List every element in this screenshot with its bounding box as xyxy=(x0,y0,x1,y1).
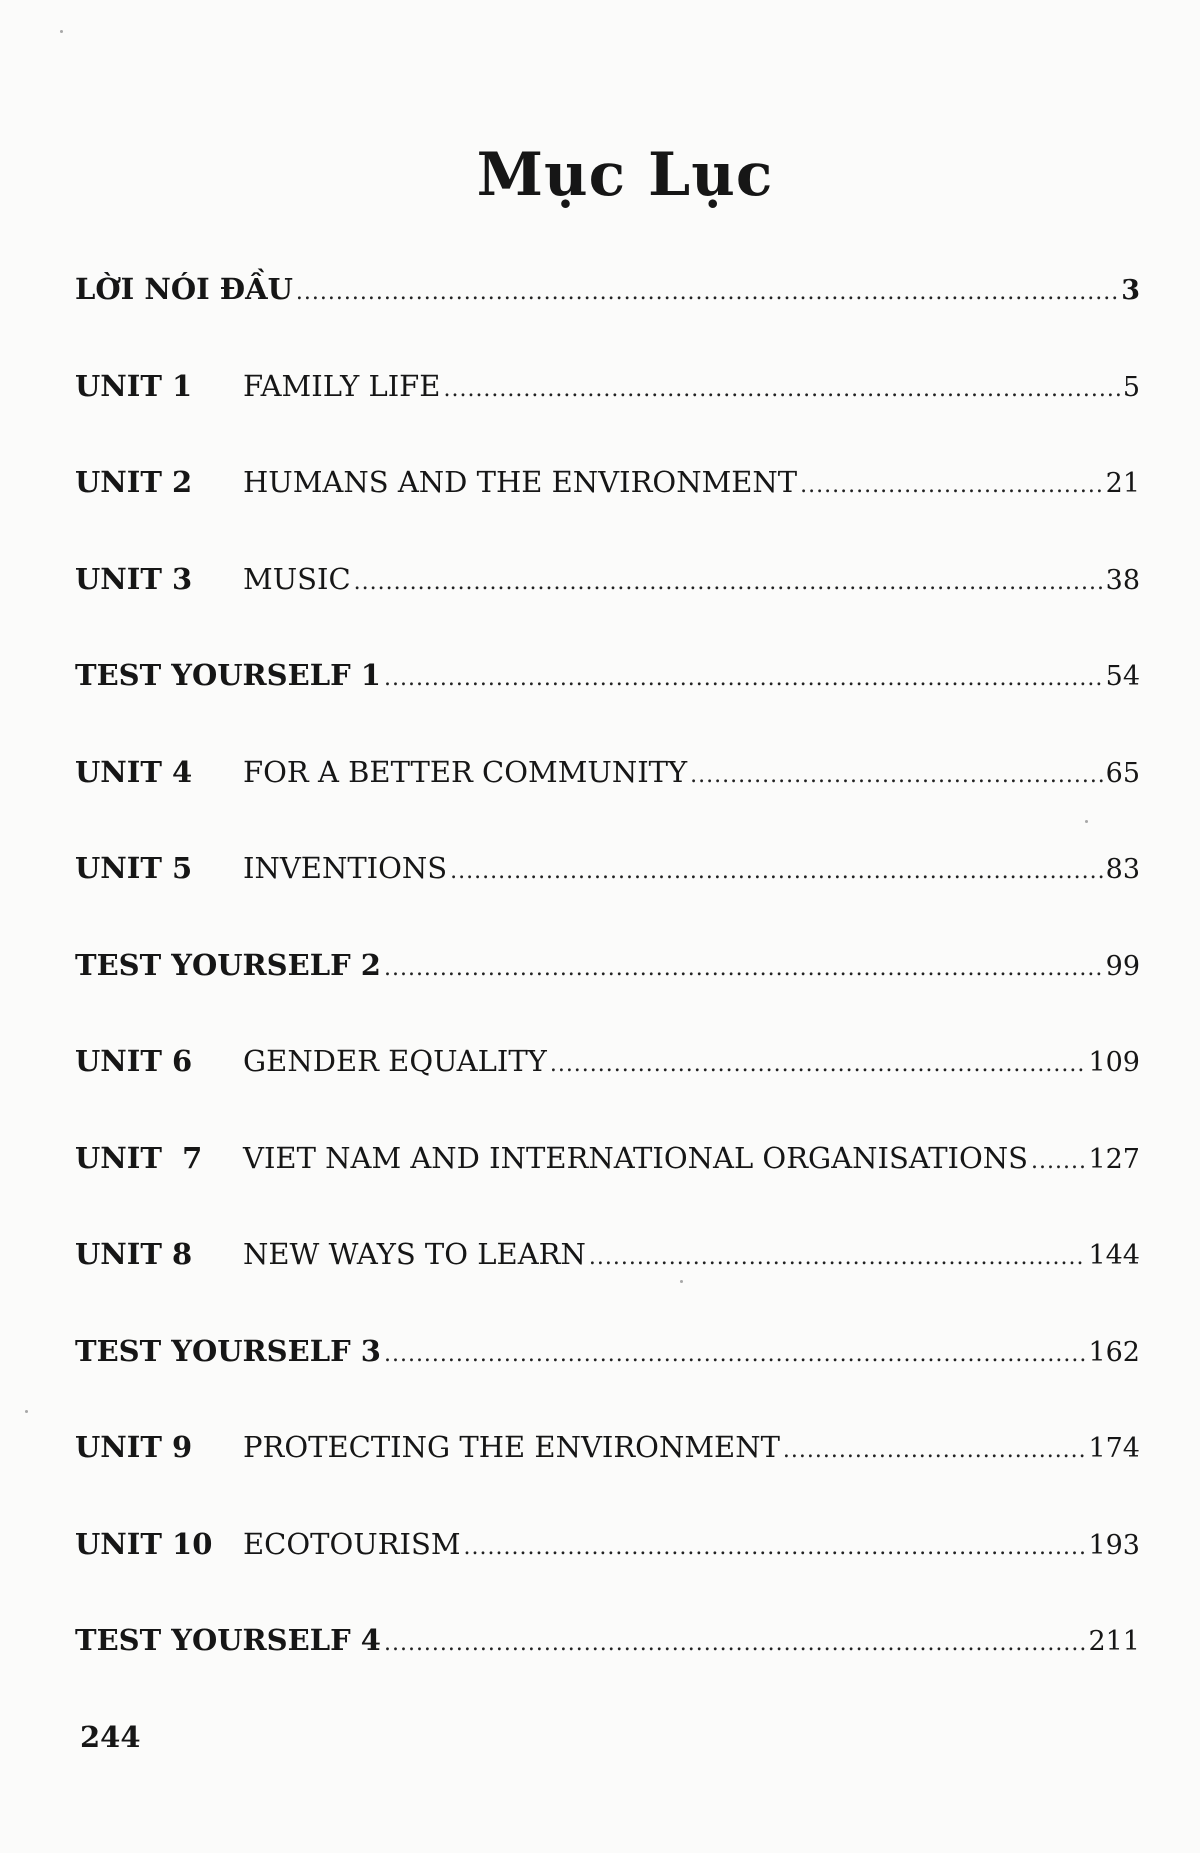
toc-row[interactable] xyxy=(75,1237,1140,1334)
dot-leader xyxy=(384,952,1103,986)
toc-page-number: 21 xyxy=(1105,468,1140,499)
toc-row[interactable] xyxy=(75,272,1140,369)
dot-leader xyxy=(589,1241,1086,1275)
toc-page-number: 193 xyxy=(1088,1529,1140,1561)
dot-leader xyxy=(1031,1145,1085,1179)
toc-entry-title: FOR A BETTER COMMUNITY xyxy=(243,754,688,789)
toc-page-number: 127 xyxy=(1088,1143,1140,1175)
page-number: 244 xyxy=(80,1720,141,1754)
toc-row[interactable] xyxy=(75,755,1140,852)
dot-leader xyxy=(384,662,1103,696)
dot-leader xyxy=(783,1434,1086,1468)
toc-page-number: 162 xyxy=(1088,1336,1140,1368)
dot-leader xyxy=(354,566,1103,600)
toc-unit-label: UNIT 10 xyxy=(75,1526,213,1561)
dot-leader xyxy=(384,1338,1085,1372)
toc-page-number: 5 xyxy=(1122,371,1140,403)
dot-leader xyxy=(296,276,1118,310)
toc-page-number: 99 xyxy=(1105,950,1140,982)
toc-row[interactable] xyxy=(75,851,1140,948)
dot-leader xyxy=(690,759,1102,793)
toc-entry-title: LỜI NÓI ĐẦU xyxy=(75,272,293,306)
toc-entry-title: ECOTOURISM xyxy=(243,1526,461,1561)
toc-entry-title: TEST YOURSELF 1 xyxy=(75,658,381,692)
toc-page-number: 174 xyxy=(1088,1433,1140,1464)
toc-page-number: 38 xyxy=(1105,564,1140,596)
toc-row[interactable] xyxy=(75,948,1140,1045)
dot-leader xyxy=(550,1048,1086,1082)
dot-leader xyxy=(450,855,1103,889)
toc-entry-title: NEW WAYS TO LEARN xyxy=(243,1237,586,1271)
dot-leader xyxy=(464,1531,1086,1565)
toc-unit-label: UNIT 1 xyxy=(75,368,193,403)
toc-entry-title: HUMANS AND THE ENVIRONMENT xyxy=(243,465,798,499)
toc-page-number: 211 xyxy=(1088,1626,1140,1657)
toc-unit-label: UNIT 8 xyxy=(75,1237,193,1271)
toc-unit-label: UNIT 3 xyxy=(75,561,193,596)
toc-row[interactable] xyxy=(75,1141,1140,1238)
toc-row[interactable] xyxy=(75,562,1140,659)
toc-entry-title: GENDER EQUALITY xyxy=(243,1044,547,1078)
toc-page-number: 83 xyxy=(1105,854,1140,885)
dot-leader xyxy=(800,469,1102,503)
dot-leader xyxy=(443,373,1119,407)
page-title: Mục Lục xyxy=(476,140,774,210)
toc-row[interactable] xyxy=(75,1430,1140,1527)
toc-entry-title: TEST YOURSELF 4 xyxy=(75,1623,381,1657)
toc-entry-title: INVENTIONS xyxy=(243,851,448,885)
toc-unit-label: UNIT 6 xyxy=(75,1044,193,1078)
toc-entry-title: MUSIC xyxy=(243,561,351,596)
table-of-contents xyxy=(75,272,1140,1720)
dot-leader xyxy=(384,1627,1085,1661)
toc-row[interactable] xyxy=(75,1527,1140,1624)
toc-entry-title: FAMILY LIFE xyxy=(243,368,441,403)
toc-row[interactable] xyxy=(75,1623,1140,1720)
paper-speck xyxy=(60,30,63,33)
toc-row[interactable] xyxy=(75,658,1140,755)
toc-unit-label: UNIT 5 xyxy=(75,851,193,885)
toc-row[interactable] xyxy=(75,1334,1140,1431)
toc-page-number: 54 xyxy=(1105,661,1140,692)
toc-unit-label: UNIT 4 xyxy=(75,754,193,789)
toc-row[interactable] xyxy=(75,465,1140,562)
toc-unit-label: UNIT 7 xyxy=(75,1140,203,1175)
paper-speck xyxy=(25,1410,28,1413)
toc-entry-title: TEST YOURSELF 3 xyxy=(75,1333,381,1368)
toc-entry-title: TEST YOURSELF 2 xyxy=(75,947,381,982)
toc-page-number: 109 xyxy=(1088,1047,1140,1078)
toc-page-number: 65 xyxy=(1105,757,1140,789)
toc-unit-label: UNIT 2 xyxy=(75,465,193,499)
toc-row[interactable] xyxy=(75,1044,1140,1141)
toc-row[interactable] xyxy=(75,369,1140,466)
toc-page-number: 3 xyxy=(1121,275,1140,306)
toc-entry-title: PROTECTING THE ENVIRONMENT xyxy=(243,1430,780,1464)
toc-page-number: 144 xyxy=(1088,1240,1140,1271)
toc-entry-title: VIET NAM AND INTERNATIONAL ORGANISATIONS xyxy=(243,1140,1029,1175)
toc-unit-label: UNIT 9 xyxy=(75,1430,193,1464)
